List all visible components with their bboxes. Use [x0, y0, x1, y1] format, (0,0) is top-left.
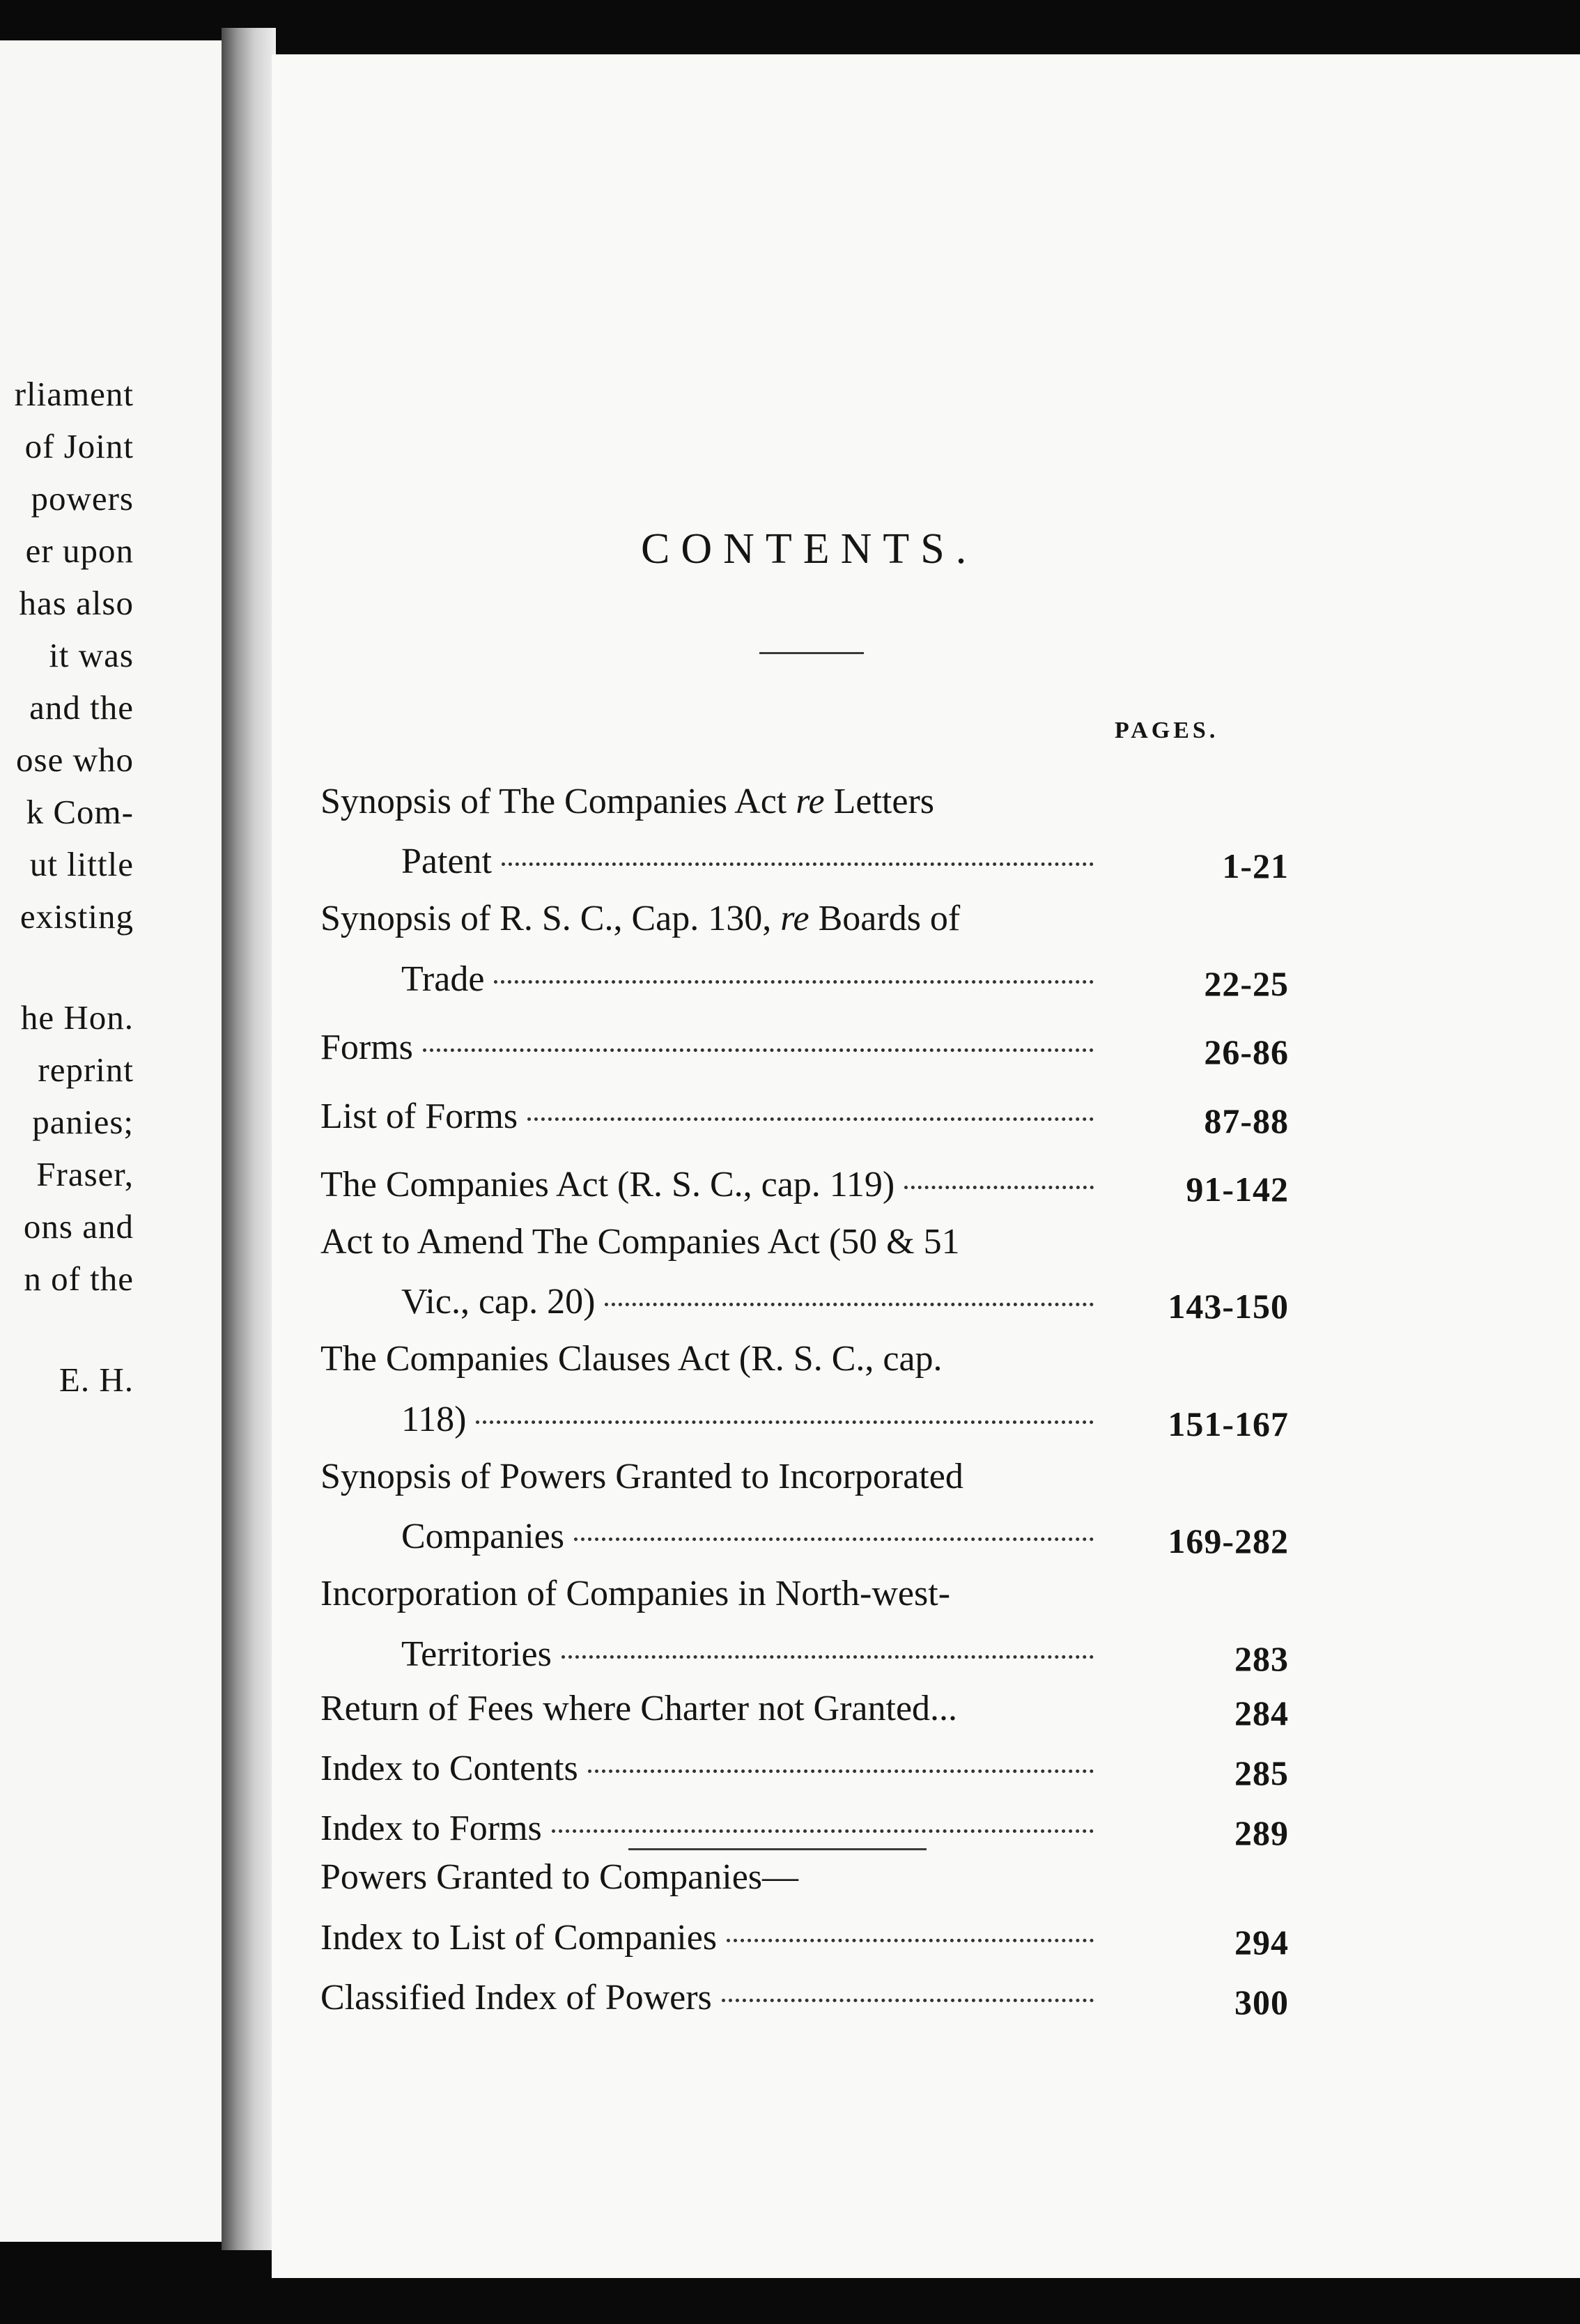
table-of-contents	[320, 777, 1289, 2022]
toc-entry	[320, 1218, 1289, 1326]
toc-entry	[320, 777, 1289, 886]
toc-entry	[320, 1080, 1289, 1140]
text-line: it was	[49, 636, 134, 674]
text-line: ons and	[23, 1207, 134, 1246]
text-line: and the	[29, 688, 134, 727]
text-line: ose who	[16, 741, 134, 779]
toc-page-range: 91-142	[1186, 1169, 1289, 1209]
toc-page-range: 22-25	[1204, 963, 1289, 1003]
toc-entry-line: Forms	[320, 1028, 413, 1068]
toc-entry	[320, 1012, 1289, 1072]
dot-leader	[904, 1142, 1094, 1189]
text-line: existing	[20, 897, 134, 936]
toc-entry-line: The Companies Act (R. S. C., cap. 119)	[320, 1164, 895, 1204]
toc-entry	[320, 894, 1289, 1003]
toc-page-range: 169-282	[1168, 1521, 1289, 1561]
toc-entry-line: Companies	[401, 1517, 564, 1557]
toc-entry-line: Synopsis of The Companies Act re Letters	[320, 782, 935, 821]
toc-page-range: 300	[1234, 1983, 1289, 2022]
text-line: Fraser,	[36, 1155, 134, 1193]
toc-entry-line: Incorporation of Companies in North-west-	[320, 1574, 951, 1614]
pages-column-header: PAGES.	[1115, 718, 1219, 743]
toc-page-range: 285	[1234, 1753, 1289, 1792]
dot-leader	[722, 1955, 1094, 2002]
previous-page	[0, 40, 231, 2242]
toc-page-range: 1-21	[1222, 846, 1289, 886]
dot-leader	[561, 1611, 1094, 1658]
dot-leader	[527, 1074, 1094, 1120]
text-line: k Com-	[26, 793, 134, 831]
toc-entry-line: Vic., cap. 20)	[401, 1282, 596, 1322]
dot-leader	[502, 819, 1094, 866]
toc-entry-line: Return of Fees where Charter not Granted...	[320, 1688, 958, 1728]
toc-page-range: 143-150	[1168, 1287, 1289, 1326]
toc-entry-line: Act to Amend The Companies Act (50 & 51	[320, 1221, 960, 1262]
dot-leader	[423, 1005, 1094, 1052]
toc-entry-line: The Companies Clauses Act (R. S. C., cap.	[320, 1339, 943, 1379]
toc-entry-line: Trade	[401, 959, 485, 999]
text-line: has also	[19, 584, 134, 622]
dot-leader	[476, 1377, 1094, 1423]
dot-leader	[727, 1895, 1094, 1942]
dot-leader	[574, 1494, 1094, 1541]
text-line: powers	[31, 479, 134, 518]
toc-entry-line: Territories	[401, 1634, 552, 1674]
toc-entry-line: Synopsis of R. S. C., Cap. 130, re Boards of	[320, 899, 961, 939]
toc-entry	[320, 1149, 1289, 1209]
text-line: er upon	[25, 532, 134, 570]
toc-page-range: 26-86	[1204, 1032, 1289, 1072]
toc-page-range: 289	[1234, 1813, 1289, 1853]
text-line: reprint	[38, 1051, 134, 1089]
toc-entry-line: Index to Contents	[320, 1748, 578, 1788]
toc-entry	[320, 1452, 1289, 1561]
previous-page-text	[15, 368, 134, 1406]
toc-entry-line: Synopsis of Powers Granted to Incorporated	[320, 1456, 963, 1496]
text-line: he Hon.	[20, 998, 134, 1037]
toc-subentry	[320, 1962, 1289, 2022]
toc-entry-line: Patent	[401, 842, 492, 882]
toc-subentry	[320, 1902, 1289, 1962]
toc-entry-line: List of Forms	[320, 1096, 518, 1136]
text-line: rliament	[14, 375, 134, 413]
toc-group-heading: Powers Granted to Companies—	[320, 1857, 799, 1898]
page-title: CONTENTS.	[641, 525, 978, 573]
dot-leader	[588, 1726, 1094, 1773]
toc-page-range: 284	[1234, 1693, 1289, 1733]
toc-page-range: 87-88	[1204, 1101, 1289, 1140]
toc-page-range: 294	[1234, 1922, 1289, 1962]
toc-entry-line: Index to Forms	[320, 1808, 542, 1849]
toc-entry	[320, 1733, 1289, 1793]
toc-entry	[320, 1335, 1289, 1443]
signature-initials: E. H.	[59, 1361, 134, 1399]
toc-entry-line: Index to List of Companies	[320, 1917, 718, 1958]
book-gutter	[222, 28, 276, 2250]
toc-page-range: 283	[1234, 1639, 1289, 1678]
dot-leader	[605, 1260, 1094, 1306]
toc-entry	[320, 1793, 1289, 1853]
dot-leader	[494, 936, 1094, 983]
toc-entry	[320, 1570, 1289, 1678]
text-line: panies;	[32, 1103, 134, 1141]
closing-rule	[628, 1848, 927, 1850]
contents-page	[272, 54, 1580, 2278]
toc-entry-line: 118)	[401, 1399, 467, 1439]
text-line: of Joint	[24, 427, 134, 465]
toc-entry-line: Classified Index of Powers	[320, 1978, 712, 2018]
dot-leader	[552, 1786, 1094, 1833]
text-line: ut little	[29, 845, 134, 883]
toc-page-range: 151-167	[1168, 1404, 1289, 1443]
title-rule	[759, 652, 864, 654]
text-line: n of the	[24, 1260, 134, 1298]
